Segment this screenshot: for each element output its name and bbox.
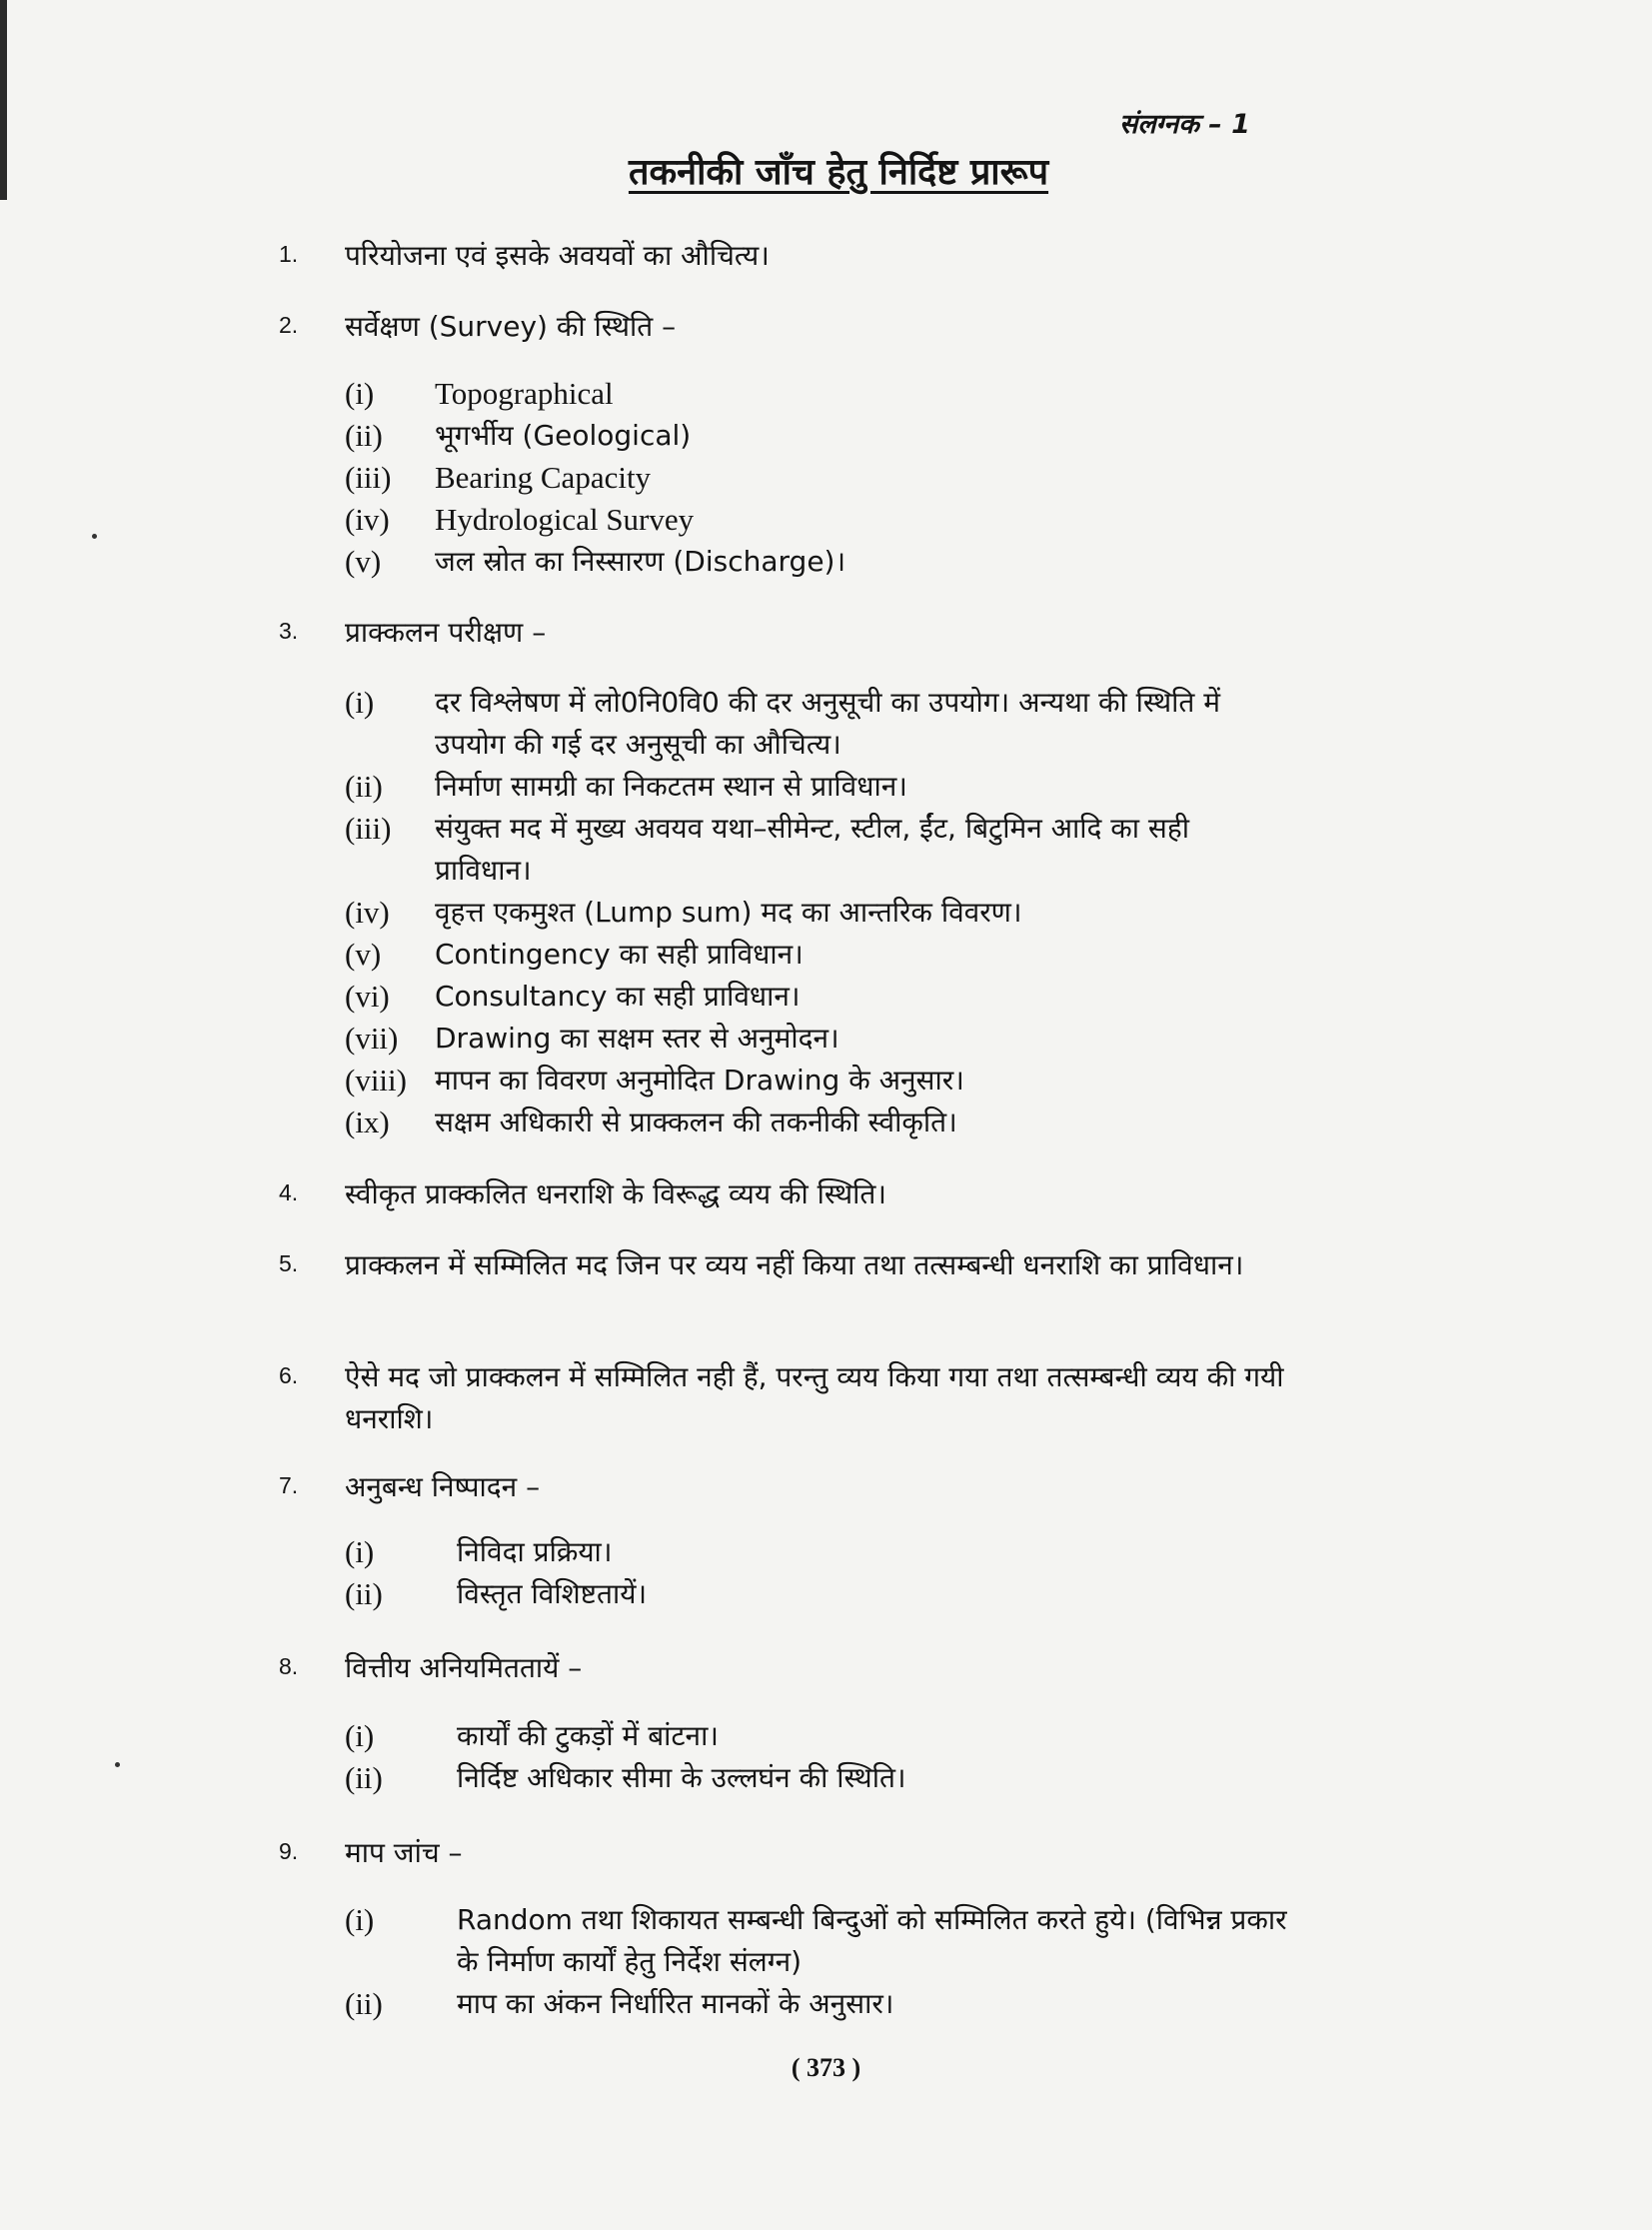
page-number: ( 373 ) xyxy=(791,2053,861,2082)
sub-item-number: (i) xyxy=(345,1534,375,1569)
sub-list xyxy=(345,682,1294,1143)
sub-item-text: सक्षम अधिकारी से प्राक्कलन की तकनीकी स्वीकृति। xyxy=(435,1106,957,1138)
sub-item xyxy=(345,976,1294,1018)
sub-item xyxy=(345,766,1294,808)
sub-item-text: Random तथा शिकायत सम्बन्धी बिन्दुओं को सम्मिलित करते हुये। (विभिन्न प्रकार के निर्माण कार्यों हेतु निर्देश संलग्न) xyxy=(457,1903,1287,1978)
scan-speck xyxy=(115,1762,120,1767)
sub-list xyxy=(345,1715,1294,1799)
sub-item-text: निर्माण सामग्री का निकटतम स्थान से प्राविधान। xyxy=(435,770,907,803)
sub-list xyxy=(345,1531,1294,1615)
scan-speck xyxy=(92,534,97,539)
sub-item-text: Hydrological Survey xyxy=(435,502,695,537)
sub-item xyxy=(345,373,1294,415)
sub-item xyxy=(345,808,1294,892)
sub-item xyxy=(345,682,1294,766)
sub-item xyxy=(345,1018,1294,1060)
sub-item xyxy=(345,1060,1294,1102)
item-number: 9. xyxy=(279,1838,299,1864)
item-number: 2. xyxy=(279,312,299,338)
sub-item-number: (v) xyxy=(345,937,382,972)
item-number: 8. xyxy=(279,1653,299,1679)
sub-list xyxy=(345,1899,1294,2025)
sub-item xyxy=(345,1757,1294,1799)
sub-item-text: मापन का विवरण अनुमोदित Drawing के अनुसार। xyxy=(435,1064,964,1097)
sub-item-number: (vi) xyxy=(345,979,390,1014)
sub-item-number: (iii) xyxy=(345,811,392,846)
sub-item xyxy=(345,1102,1294,1143)
sub-item-text: विस्तृत विशिष्टतायें। xyxy=(457,1577,648,1610)
sub-item-text: दर विश्लेषण में लो0नि0वि0 की दर अनुसूची का उपयोग। अन्यथा की स्थिति में उपयोग की गई दर अनुसूची का औचित्य। xyxy=(435,686,1220,761)
sub-item-number: (i) xyxy=(345,1902,375,1937)
sub-item-number: (i) xyxy=(345,376,375,411)
item-text: ऐसे मद जो प्राक्कलन में सम्मिलित नही हैं, परन्तु व्यय किया गया तथा तत्सम्बन्धी व्यय की गयी धनराशि। xyxy=(345,1360,1284,1435)
sub-item-number: (iv) xyxy=(345,895,390,930)
page-title: तकनीकी जाँच हेतु निर्दिष्ट प्रारूप xyxy=(628,152,1049,193)
item-text: अनुबन्ध निष्पादन – xyxy=(345,1470,541,1503)
item-number: 5. xyxy=(279,1250,299,1276)
sub-item-number: (ii) xyxy=(345,1986,383,2021)
sub-item xyxy=(345,457,1294,499)
sub-item xyxy=(345,1531,1294,1573)
sub-item xyxy=(345,1715,1294,1757)
item-text: माप जांच – xyxy=(345,1836,463,1869)
sub-item xyxy=(345,934,1294,976)
sub-item-text: निविदा प्रक्रिया। xyxy=(457,1535,613,1568)
item-text: प्राक्कलन में सम्मिलित मद जिन पर व्यय नहीं किया तथा तत्सम्बन्धी धनराशि का प्राविधान। xyxy=(345,1248,1244,1281)
sub-item-number: (i) xyxy=(345,685,375,720)
item-number: 3. xyxy=(279,618,299,644)
sub-item-number: (iii) xyxy=(345,460,392,495)
sub-item-text: Bearing Capacity xyxy=(435,460,652,495)
sub-item-text: Drawing का सक्षम स्तर से अनुमोदन। xyxy=(435,1022,839,1055)
item-text: प्राक्कलन परीक्षण – xyxy=(345,616,547,649)
sub-item-number: (viii) xyxy=(345,1063,407,1098)
sub-item xyxy=(345,541,1294,583)
item-number: 6. xyxy=(279,1362,299,1388)
item-number: 4. xyxy=(279,1179,299,1205)
sub-item xyxy=(345,1899,1294,1983)
sub-item-number: (i) xyxy=(345,1718,375,1753)
sub-item-number: (ix) xyxy=(345,1105,390,1139)
sub-item-text: वृहत्त एकमुश्त (Lump sum) मद का आन्तरिक विवरण। xyxy=(435,896,1022,929)
sub-item xyxy=(345,499,1294,541)
sub-item xyxy=(345,1983,1294,2025)
sub-item-text: निर्दिष्ट अधिकार सीमा के उल्लघंन की स्थिति। xyxy=(457,1761,906,1794)
item-text: सर्वेक्षण (Survey) की स्थिति – xyxy=(345,310,677,343)
item-text: स्वीकृत प्राक्कलित धनराशि के विरूद्ध व्यय की स्थिति। xyxy=(345,1177,886,1210)
sub-item-text: कार्यों की टुकड़ों में बांटना। xyxy=(457,1719,719,1752)
item-number: 7. xyxy=(279,1472,299,1498)
sub-item-text: Contingency का सही प्राविधान। xyxy=(435,938,804,971)
sub-item-text: Consultancy का सही प्राविधान। xyxy=(435,980,801,1013)
item-number: 1. xyxy=(279,241,299,267)
sub-item-number: (iv) xyxy=(345,502,390,537)
sub-item-text: संयुक्त मद में मुख्य अवयव यथा–सीमेन्ट, स्टील, ईंट, बिटुमिन आदि का सही प्राविधान। xyxy=(435,812,1189,887)
sub-item-number: (ii) xyxy=(345,769,383,804)
sub-item-text: माप का अंकन निर्धारित मानकों के अनुसार। xyxy=(457,1987,894,2020)
item-text: परियोजना एवं इसके अवयवों का औचित्य। xyxy=(345,239,770,272)
sub-item-text: Topographical xyxy=(435,376,614,411)
sub-item-text: जल स्रोत का निस्सारण (Discharge)। xyxy=(435,545,846,578)
sub-item-text: भूगर्भीय (Geological) xyxy=(435,419,692,452)
sub-item xyxy=(345,415,1294,457)
sub-item-number: (ii) xyxy=(345,1760,383,1795)
sub-item-number: (v) xyxy=(345,544,382,579)
annex-label: संलग्नक – 1 xyxy=(1119,109,1250,140)
sub-item-number: (ii) xyxy=(345,418,383,453)
sub-list xyxy=(345,373,1294,583)
sub-item xyxy=(345,1573,1294,1615)
sub-item xyxy=(345,892,1294,934)
item-text: वित्तीय अनियमिततायें – xyxy=(345,1651,583,1684)
sub-item-number: (vii) xyxy=(345,1021,399,1056)
sub-item-number: (ii) xyxy=(345,1576,383,1611)
